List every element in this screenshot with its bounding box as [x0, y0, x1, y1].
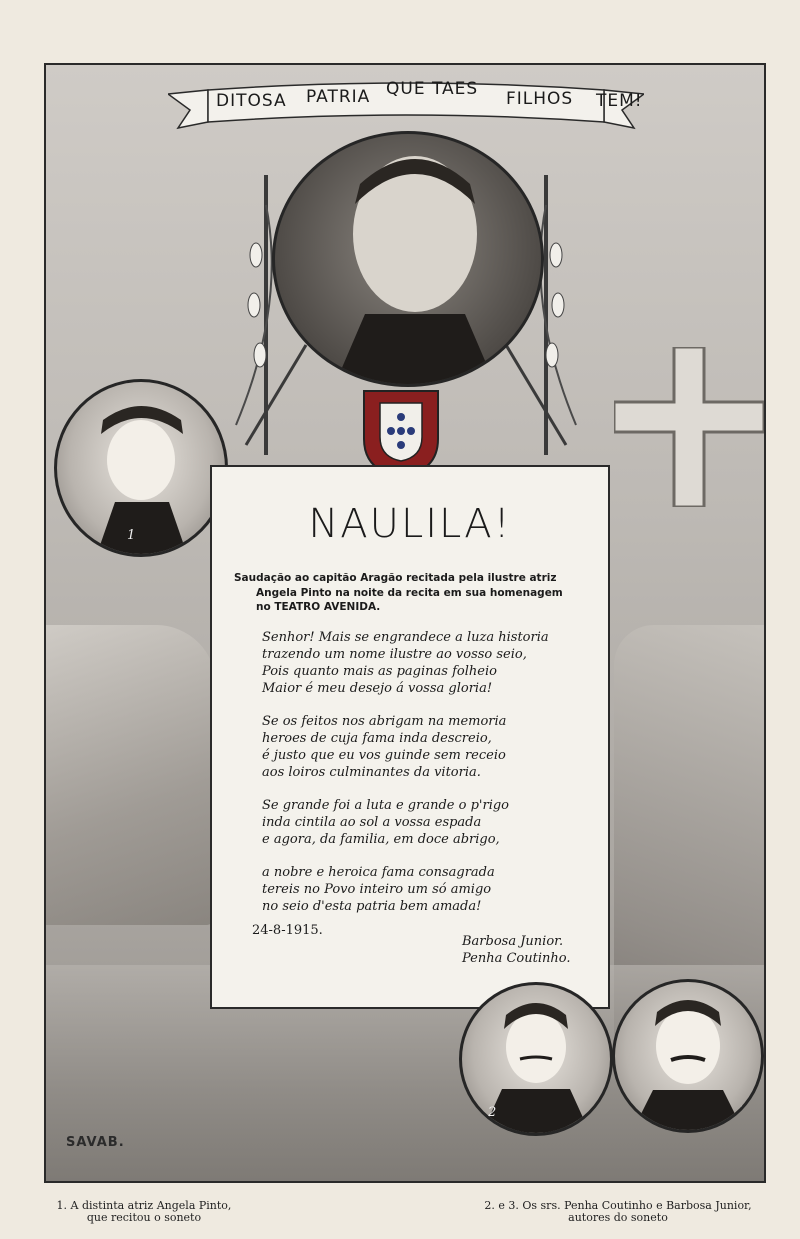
poem-intro [234, 571, 594, 615]
medallion-number: 3 [739, 1104, 748, 1119]
portrait-penha-coutinho [459, 982, 613, 1136]
caption-line: que recitou o soneto [86, 1211, 202, 1224]
caption-line: 1. A distinta atriz Angela Pinto, [56, 1199, 232, 1212]
stanza [262, 713, 592, 781]
verse-line: é justo que eu vos guinde sem receio [262, 748, 506, 763]
banner-word: PATRIA [306, 87, 371, 107]
artist-signature: SAVAB. [66, 1135, 125, 1150]
caption-left [44, 1200, 244, 1224]
verse-line: trazendo um nome ilustre ao vosso seio, [262, 647, 527, 662]
caption-right [468, 1200, 768, 1224]
verse-line: no seio d'esta patria bem amada! [262, 899, 482, 914]
verse-line: Senhor! Mais se engrandece a luza historia [262, 630, 549, 645]
intro-line: Angela Pinto na noite da recita em sua homenagem [256, 586, 563, 599]
verse-line: e agora, da familia, em doce abrigo, [262, 832, 500, 847]
portrait-barbosa-junior [612, 979, 764, 1133]
intro-line: Saudação ao capitão Aragão recitada pela ilustre atriz [234, 572, 557, 584]
verse-line: Pois quanto mais as paginas folheio [262, 664, 497, 679]
verse-line: Se os feitos nos abrigam na memoria [262, 714, 507, 729]
banner-word: FILHOS [506, 89, 574, 109]
poem-authors [462, 933, 571, 967]
sonnet [262, 629, 592, 931]
banner-word: DITOSA [216, 91, 287, 111]
medallion-number: 2 [488, 1105, 497, 1120]
portrait-angela-pinto [54, 379, 228, 557]
banner-word: TEM! [596, 91, 643, 111]
medallion-number: 1 [127, 528, 136, 543]
cross-of-christ-icon [614, 347, 764, 507]
verse-line: inda cintila ao sol a vossa espada [262, 815, 482, 830]
stanza [262, 797, 592, 848]
caption-line: 2. e 3. Os srs. Penha Coutinho e Barbosa Junior, [484, 1199, 752, 1212]
intro-line: no TEATRO AVENIDA. [256, 601, 381, 613]
verse-line: a nobre e heroica fama consagrada [262, 865, 495, 880]
verse-line: Se grande foi a luta e grande o p'rigo [262, 798, 509, 813]
poem-title: NAULILA! [308, 501, 512, 547]
caption-line: autores do soneto [568, 1211, 668, 1224]
ship-left-illustration [46, 625, 216, 925]
poem-date: 24-8-1915. [252, 923, 323, 938]
poem-panel [210, 465, 610, 1009]
verse-line: heroes de cuja fama inda descreio, [262, 731, 492, 746]
stanza [262, 864, 592, 915]
main-portrait-photo [272, 131, 544, 387]
verse-line: aos loiros culminantes da vitoria. [262, 765, 481, 780]
verse-line: Maior é meu desejo á vossa gloria! [262, 681, 493, 696]
stanza [262, 629, 592, 697]
verse-line: tereis no Povo inteiro um só amigo [262, 882, 492, 897]
author-name: Penha Coutinho. [462, 951, 571, 966]
banner-word: QUE TAES [386, 79, 479, 99]
illustration-plate [44, 63, 766, 1183]
author-name: Barbosa Junior. [462, 934, 564, 949]
